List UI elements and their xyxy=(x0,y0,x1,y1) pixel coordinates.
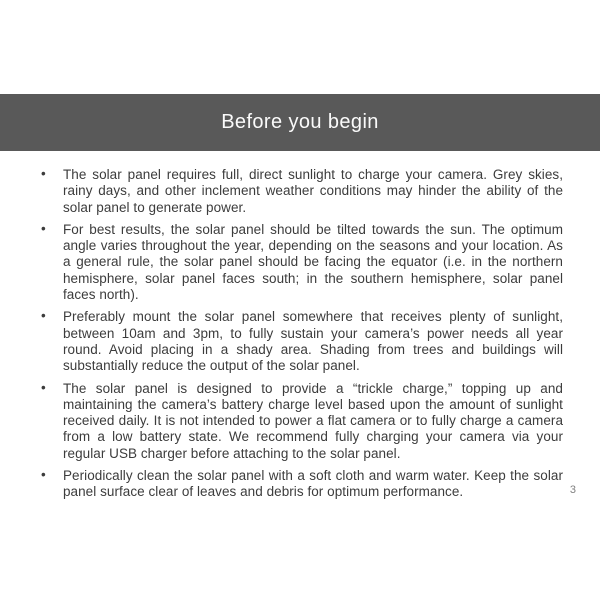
bullet-text: For best results, the solar panel should be tilted towards the sun. The optimum angle varies throughout the year, depending on the seasons and your location. As a general rule, the solar panel should be facing the equator (i.e. in the northern hemisphere, solar panel faces south; in the southern hemisphere, solar panel faces north). xyxy=(63,221,563,303)
page-title: Before you begin xyxy=(221,111,379,133)
section-header-bar xyxy=(0,94,600,151)
bullet-icon: • xyxy=(41,379,46,395)
bullet-text: Periodically clean the solar panel with a soft cloth and warm water. Keep the solar panel surface clear of leaves and debris for optimum performance. xyxy=(63,468,563,500)
list-item xyxy=(40,309,563,374)
bullet-icon: • xyxy=(41,166,46,181)
list-item xyxy=(40,381,563,462)
page-number: 3 xyxy=(569,484,576,496)
list-item xyxy=(40,468,563,501)
bullet-icon: • xyxy=(41,467,46,483)
bullet-list xyxy=(40,167,563,507)
bullet-icon: • xyxy=(41,220,46,236)
bullet-icon: • xyxy=(41,308,46,324)
bullet-text: The solar panel requires full, direct sunlight to charge your camera. Grey skies, rainy days, and other inclement weather conditions may hinder the ability of the solar panel to generate power. xyxy=(63,167,563,215)
list-item xyxy=(40,167,563,216)
list-item xyxy=(40,222,563,303)
bullet-text: Preferably mount the solar panel somewhere that receives plenty of sunlight, between 10am and 3pm, to fully sustain your camera’s power needs all year round. Avoid placing in a shady area. Shading from trees and buildings will substantially reduce the output of the solar panel. xyxy=(63,309,563,374)
bullet-text: The solar panel is designed to provide a “trickle charge,” topping up and maintaining the camera’s battery charge level based upon the amount of sunlight received daily. It is not intended to power a flat camera or to fully charge a camera from a low battery state. We recommend fully charging your camera via your regular USB charger before attaching to the solar panel. xyxy=(63,380,563,461)
